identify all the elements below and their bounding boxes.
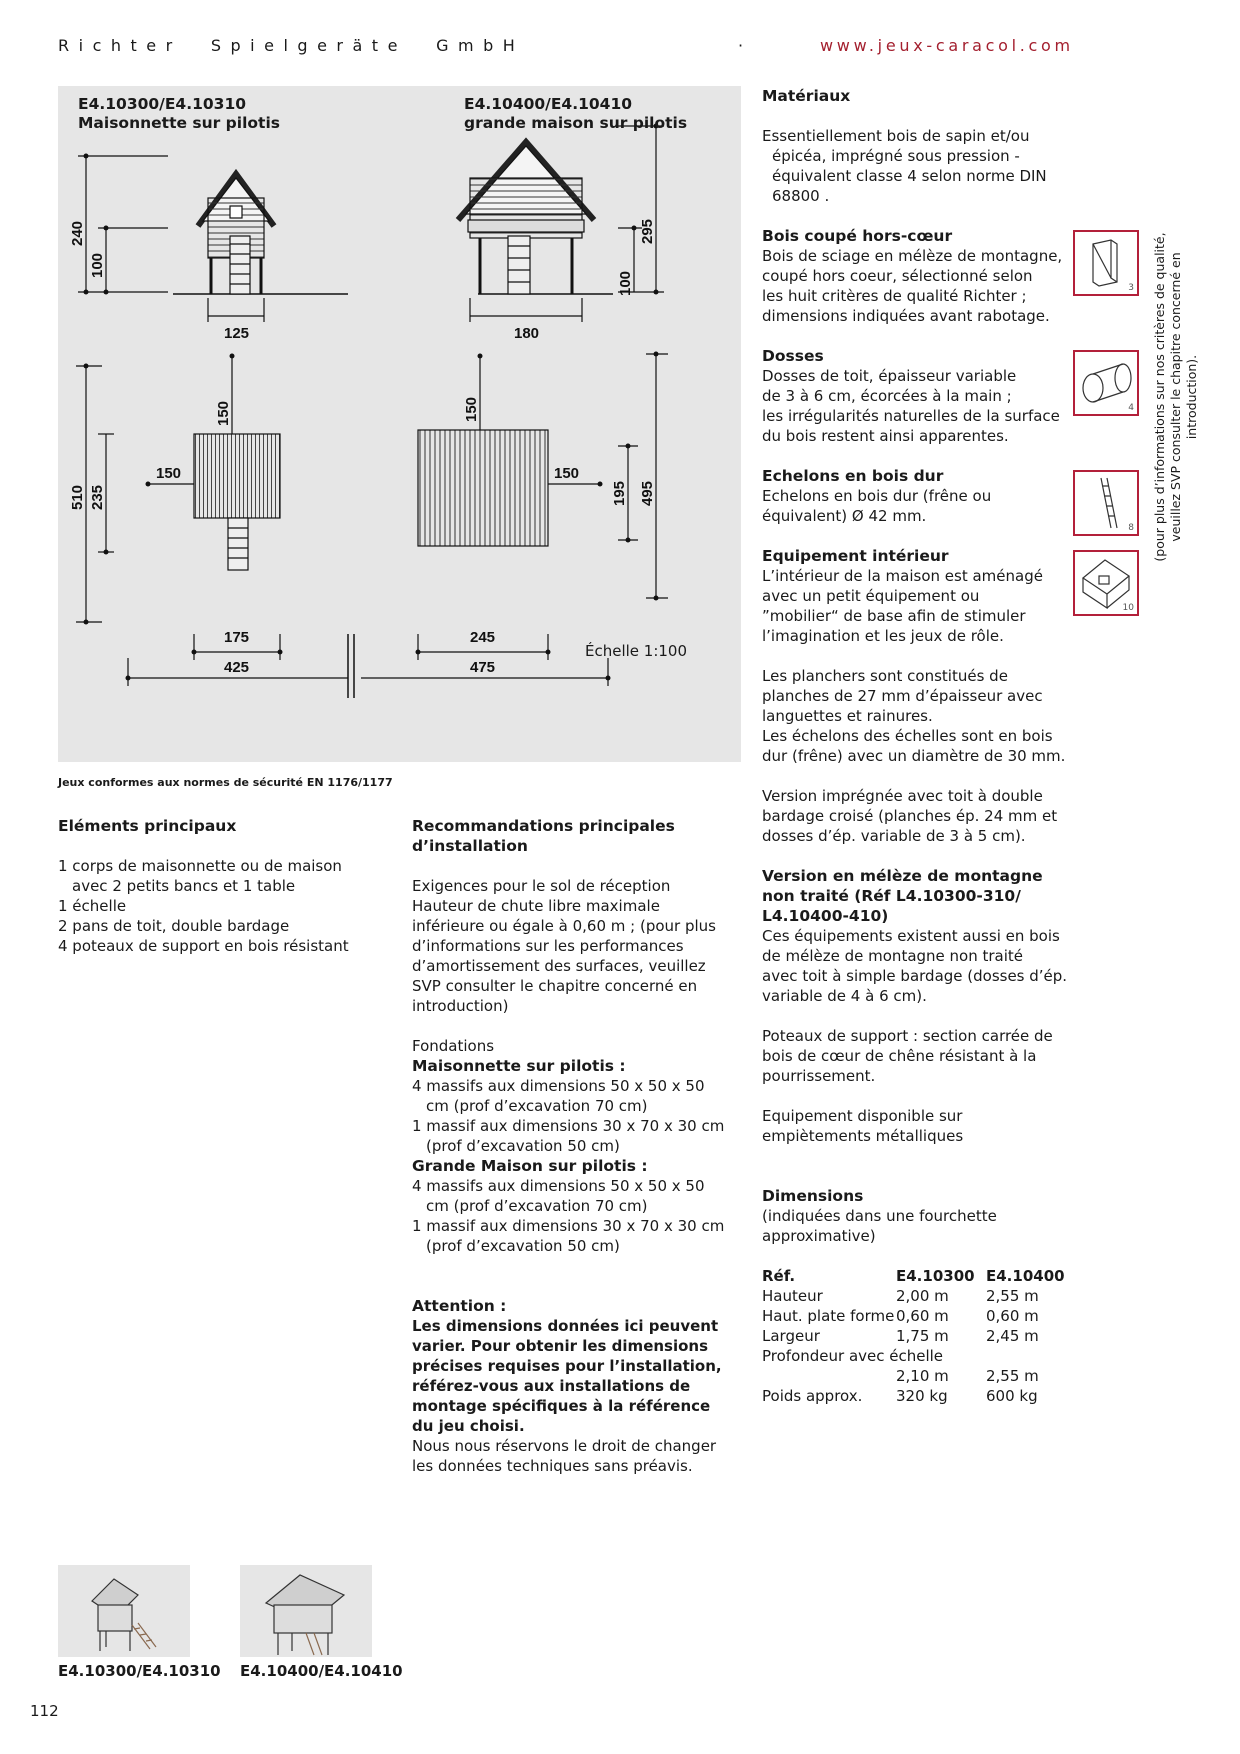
list-item: 1 échelle	[58, 897, 127, 915]
rungs-icon	[1073, 470, 1139, 536]
right-product-name: grande maison sur pilotis	[464, 114, 688, 132]
dim-175: 175	[224, 629, 250, 646]
table-cell: 2,55 m	[986, 1367, 1039, 1385]
dosses-text: Dosses de toit, épaisseur variable de 3 à 6 cm, écorcées à la main ; les irrégularités naturelles de la surface du bois restent ainsi apparentes.	[762, 367, 1060, 445]
dim-100-large: 100	[617, 270, 634, 296]
table-cell: 2,00 m	[896, 1287, 949, 1305]
list-item: 4 massifs aux dimensions 50 x 50 x 50 cm (prof d’excavation 70 cm)	[412, 1177, 705, 1215]
table-row	[762, 1326, 1066, 1346]
list-item: 1 massif aux dimensions 30 x 70 x 30 cm (prof d’excavation 50 cm)	[412, 1117, 725, 1155]
list-item: 2 pans de toit, double bardage	[58, 917, 290, 935]
larch-title: Version en mélèze de montagne non traité (Réf L4.10300-310/ L4.10400-410)	[762, 867, 1043, 925]
dosses-title: Dosses	[762, 347, 824, 365]
dim-125: 125	[224, 325, 250, 342]
table-cell: Profondeur avec échelle	[762, 1347, 944, 1365]
table-cell: 1,75 m	[896, 1327, 949, 1345]
table-cell: 2,10 m	[896, 1367, 949, 1385]
icon-number: 4	[1128, 403, 1134, 413]
dim-510: 510	[69, 484, 86, 510]
larch-text: Ces équipements existent aussi en bois de mélèze de montagne non traité avec toit à simple bardage (dosses d’ép. variable de 4 à 6 cm).	[762, 927, 1068, 1005]
impregnated-text: Version imprégnée avec toit à double bardage croisé (planches ép. 24 mm et dosses d’ép. variable de 3 à 5 cm).	[762, 787, 1058, 845]
list-item: 4 poteaux de support en bois résistant	[58, 937, 349, 955]
table-header-row	[762, 1266, 1066, 1286]
dim-495: 495	[639, 480, 656, 506]
dim-150-top-large: 150	[463, 396, 480, 422]
materials-section	[762, 86, 1072, 1406]
table-row	[762, 1346, 1066, 1366]
large-house-foundations-title: Grande Maison sur pilotis :	[412, 1157, 648, 1175]
dim-235: 235	[89, 484, 106, 510]
small-house-plan	[194, 434, 280, 570]
table-cell: Largeur	[762, 1327, 820, 1345]
table-cell: 0,60 m	[986, 1307, 1039, 1325]
table-header: E4.10400	[986, 1267, 1065, 1285]
small-house-elevation	[173, 174, 348, 294]
table-row	[762, 1386, 1066, 1406]
drawing-left-label	[78, 95, 280, 133]
list-item: 4 massifs aux dimensions 50 x 50 x 50 cm (prof d’excavation 70 cm)	[412, 1077, 705, 1115]
thumbnail-label-left: E4.10300/E4.10310	[58, 1662, 221, 1680]
left-product-name: Maisonnette sur pilotis	[78, 114, 280, 132]
attention-title: Attention :	[412, 1297, 507, 1315]
table-cell: 2,55 m	[986, 1287, 1039, 1305]
foundations-label: Fondations	[412, 1037, 495, 1055]
right-product-ref: E4.10400/E4.10410	[464, 95, 633, 113]
side-note-text: (pour plus d’informations sur nos critères de qualité, veuillez SVP consulter le chapitre concerné en introduction).	[1152, 232, 1199, 562]
small-house-foundations-title: Maisonnette sur pilotis :	[412, 1057, 626, 1075]
dim-100-small: 100	[89, 252, 106, 278]
table-cell: 2,45 m	[986, 1327, 1039, 1345]
table-row	[762, 1286, 1066, 1306]
dim-475: 475	[470, 659, 496, 676]
table-cell: 320 kg	[896, 1387, 948, 1405]
technical-drawing	[58, 86, 741, 762]
company-name: Richter Spielgeräte GmbH	[58, 36, 525, 55]
floors-text: Les planchers sont constitués de planches de 27 mm d’épaisseur avec languettes et rainures. Les échelons des échelles sont en bois dur (frêne) avec un diamètre de 30 mm.	[762, 667, 1066, 765]
left-product-ref: E4.10300/E4.10310	[78, 95, 247, 113]
rungs-text: Echelons en bois dur (frêne ou équivalent) Ø 42 mm.	[762, 487, 992, 525]
thumbnail-label-right: E4.10400/E4.10410	[240, 1662, 403, 1680]
interior-title: Equipement intérieur	[762, 547, 949, 565]
dimensions-title: Dimensions	[762, 1187, 864, 1205]
list-item: 1 massif aux dimensions 30 x 70 x 30 cm (prof d’excavation 50 cm)	[412, 1217, 725, 1255]
dim-150-left: 150	[156, 465, 182, 482]
dimensions-subtitle: (indiquées dans une fourchette approximative)	[762, 1207, 997, 1245]
table-cell: Hauteur	[762, 1287, 823, 1305]
dim-295: 295	[639, 218, 656, 244]
conformity-note: Jeux conformes aux normes de sécurité EN 1176/1177	[58, 776, 393, 789]
table-row	[762, 1306, 1066, 1326]
large-house-plan	[418, 430, 548, 546]
attention-disclaimer: Nous nous réservons le droit de changer les données techniques sans préavis.	[412, 1437, 717, 1475]
icon-number: 10	[1122, 603, 1134, 613]
dim-150-top-small: 150	[215, 400, 232, 426]
large-house-thumbnail	[240, 1565, 372, 1657]
wood-title: Bois coupé hors-cœur	[762, 227, 953, 245]
interior-icon	[1073, 550, 1139, 616]
page-number: 112	[30, 1702, 59, 1720]
table-header: Réf.	[762, 1267, 796, 1285]
elements-section	[58, 816, 368, 956]
dosses-icon	[1073, 350, 1139, 416]
table-header: E4.10300	[896, 1267, 975, 1285]
list-item: 1 corps de maisonnette ou de maison avec 2 petits bancs et 1 table	[58, 857, 342, 895]
page-header	[58, 36, 1108, 60]
icon-number: 3	[1128, 283, 1134, 293]
posts-text: Poteaux de support : section carrée de bois de cœur de chêne résistant à la pourrissement.	[762, 1027, 1053, 1085]
table-cell	[762, 1366, 896, 1386]
dim-425: 425	[224, 659, 250, 676]
large-house-elevation	[458, 142, 613, 294]
attention-warning: Les dimensions données ici peuvent varier. Pour obtenir les dimensions précises requises pour l’installation, référez-vous aux installations de montage spécifiques à la référence du jeu choisi.	[412, 1317, 722, 1435]
table-cell: 0,60 m	[896, 1307, 949, 1325]
dimensions-table	[762, 1266, 1066, 1406]
drawing-lines	[58, 86, 741, 762]
elements-title: Eléments principaux	[58, 817, 237, 835]
quality-side-note	[1150, 222, 1199, 572]
rungs-title: Echelons en bois dur	[762, 467, 944, 485]
wood-quality-icon	[1073, 230, 1139, 296]
table-row	[762, 1366, 1066, 1386]
metal-text: Equipement disponible sur empiètements métalliques	[762, 1107, 964, 1145]
icon-number: 8	[1128, 523, 1134, 533]
interior-text: L’intérieur de la maison est aménagé avec un petit équipement ou ”mobilier“ de base afin de stimuler l’imagination et les jeux de rôle.	[762, 567, 1043, 645]
elements-list	[58, 856, 368, 956]
dim-195: 195	[611, 480, 628, 506]
table-cell: Poids approx.	[762, 1387, 863, 1405]
installation-section	[412, 816, 730, 1476]
small-house-thumbnail	[58, 1565, 190, 1657]
wood-text: Bois de sciage en mélèze de montagne, coupé hors coeur, sélectionné selon les huit critères de qualité Richter ; dimensions indiquées avant rabotage.	[762, 247, 1063, 325]
install-title: Recommandations principales d’installation	[412, 817, 675, 855]
header-separator: ·	[738, 36, 744, 55]
scale-label: Échelle 1:100	[585, 642, 688, 660]
dim-240: 240	[69, 220, 86, 246]
ground-requirements: Exigences pour le sol de réception Hauteur de chute libre maximale inférieure ou égale à 0,60 m ; (pour plus d’informations sur les performances d’amortissement des surfaces, veuillez SVP consulter le chapitre concerné en introduction)	[412, 877, 716, 1015]
website-link[interactable]: www.jeux-caracol.com	[820, 36, 1074, 55]
drawing-right-label	[464, 95, 687, 133]
materials-intro: Essentiellement bois de sapin et/ou épicéa, imprégné sous pression - équivalent classe 4 selon norme DIN 68800 .	[762, 127, 1047, 205]
table-cell: Haut. plate forme	[762, 1307, 895, 1325]
materials-title: Matériaux	[762, 87, 851, 105]
table-cell: 600 kg	[986, 1387, 1038, 1405]
dim-150-right: 150	[554, 465, 580, 482]
dim-245: 245	[470, 629, 496, 646]
dim-180: 180	[514, 325, 540, 342]
